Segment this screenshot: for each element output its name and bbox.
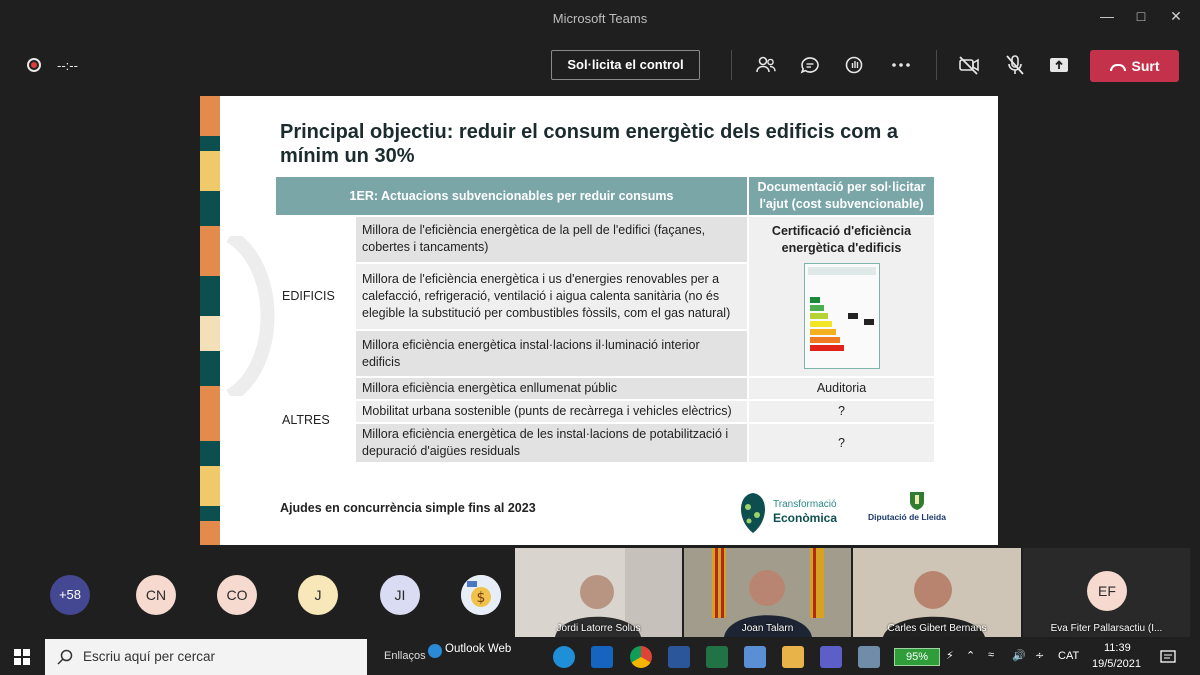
- slide-decorative-stripe: [200, 96, 220, 545]
- minimize-icon[interactable]: —: [1100, 8, 1114, 24]
- logo-diputacio-lleida: [868, 491, 968, 531]
- logo-diputacio-text: Diputació de Lleida: [868, 512, 946, 522]
- reactions-icon[interactable]: [843, 53, 867, 77]
- toolbar-divider: [731, 50, 732, 80]
- energy-certificate-image: [804, 263, 880, 369]
- share-screen-icon[interactable]: [1047, 53, 1071, 77]
- clock-time[interactable]: 11:39: [1104, 642, 1131, 654]
- action-cell: Millora eficiència energètica de les instal·lacions de potabilització i depuració d'aigües residuals: [356, 424, 747, 462]
- excel-app-icon[interactable]: [706, 646, 728, 668]
- doc-edificis-cell: [749, 217, 934, 376]
- slide-watermark-shape: [220, 236, 280, 396]
- input-language[interactable]: CAT: [1058, 650, 1080, 662]
- action-cell: Millora eficiència energètica instal·lacions il·luminació interior edificis: [356, 331, 747, 376]
- avatar[interactable]: J: [298, 575, 338, 615]
- more-options-icon[interactable]: [889, 53, 913, 77]
- battery-indicator[interactable]: 95%: [894, 648, 940, 666]
- action-cell: Mobilitat urbana sostenible (punts de recàrrega i vehicles elèctrics): [356, 401, 747, 422]
- participant-name: Eva Fiter Pallarsactiu (I...: [1050, 623, 1163, 634]
- logo-line-1: Transformació: [773, 499, 837, 510]
- wifi-icon[interactable]: ∻: [1035, 650, 1045, 662]
- edge-icon: [428, 644, 442, 658]
- network-icon[interactable]: ≈: [988, 649, 995, 661]
- shared-slide: [200, 96, 998, 545]
- action-cell: Millora de l'eficiència energètica i us d'energies renovables per a calefacció, refrigeració, ventilació i aigua calenta sanitària (no és elegible la substitució per combustibles fòssils, com el gas natural): [356, 264, 747, 329]
- table-row: [276, 424, 934, 462]
- participant-name: Carles Gibert Bernans: [887, 623, 987, 634]
- svg-text:$: $: [476, 590, 486, 606]
- logo-emblem-icon: [735, 491, 771, 535]
- doc-cell: ?: [749, 424, 934, 462]
- teams-app-icon[interactable]: [820, 646, 842, 668]
- windows-start-icon[interactable]: [14, 649, 30, 665]
- table-row: [276, 401, 934, 422]
- toolbar-divider: [936, 50, 937, 80]
- table-row: [276, 217, 934, 262]
- people-app-icon[interactable]: [744, 646, 766, 668]
- chat-icon[interactable]: [798, 53, 822, 77]
- search-placeholder: Escriu aquí per cercar: [83, 649, 216, 664]
- avatar-image[interactable]: [461, 575, 501, 615]
- slide-title: Principal objectiu: reduir el consum energètic dels edificis com a mínim un 30%: [280, 121, 898, 167]
- hang-up-icon: [1110, 64, 1126, 71]
- outlook-web-link[interactable]: Outlook Web: [445, 643, 512, 655]
- microphone-off-icon[interactable]: [1003, 53, 1027, 77]
- leave-button[interactable]: [1090, 50, 1179, 82]
- video-tile[interactable]: [515, 548, 682, 637]
- maximize-icon[interactable]: □: [1136, 8, 1146, 24]
- taskbar-search-box[interactable]: [45, 639, 367, 675]
- category-edificis: EDIFICIS: [276, 217, 354, 376]
- table-row: [276, 378, 934, 399]
- clock-date[interactable]: 19/5/2021: [1092, 658, 1141, 670]
- actions-table: [274, 175, 936, 464]
- request-control-button[interactable]: Sol·licita el control: [551, 50, 700, 80]
- header-documentation: Documentació per sol·licitar l'ajut (cost subvencionable): [749, 177, 934, 215]
- camera-off-icon[interactable]: [957, 53, 981, 77]
- windows-taskbar: [0, 639, 1200, 675]
- meeting-toolbar: [0, 36, 1200, 94]
- participant-name: Jordi Latorre Solus: [556, 623, 641, 634]
- word-app-icon[interactable]: [668, 646, 690, 668]
- footer-note: Ajudes en concurrència simple fins al 2023: [280, 501, 536, 515]
- meeting-timer: --:--: [57, 58, 78, 73]
- participants-icon[interactable]: [754, 53, 778, 77]
- doc-edificis-text: Certificació d'eficiència energètica d'edificis: [771, 224, 912, 255]
- video-tile[interactable]: [853, 548, 1021, 637]
- avatar[interactable]: CN: [136, 575, 176, 615]
- outlook-app-icon[interactable]: [591, 646, 613, 668]
- edge-app-icon[interactable]: [553, 646, 575, 668]
- window-title: Microsoft Teams: [552, 11, 648, 26]
- doc-cell: Auditoria: [749, 378, 934, 399]
- category-altres: ALTRES: [276, 378, 354, 462]
- show-hidden-icons-chevron-icon[interactable]: ⌃: [966, 650, 976, 662]
- action-cell: Millora eficiència energètica enllumenat públic: [356, 378, 747, 399]
- avatar: EF: [1087, 571, 1127, 611]
- coat-of-arms-icon: [909, 491, 925, 511]
- table-header-row: [276, 177, 934, 215]
- leave-label: Surt: [1131, 58, 1160, 74]
- power-icon[interactable]: ⚡: [946, 650, 954, 662]
- overflow-participants-badge[interactable]: +58: [50, 575, 90, 615]
- video-tile[interactable]: [684, 548, 851, 637]
- paint-app-icon[interactable]: [858, 646, 880, 668]
- avatar[interactable]: CO: [217, 575, 257, 615]
- recording-icon: [27, 58, 41, 72]
- search-icon: [57, 649, 73, 665]
- volume-icon[interactable]: 🔊: [1012, 650, 1026, 662]
- notifications-icon[interactable]: [1160, 649, 1176, 665]
- avatar[interactable]: JI: [380, 575, 420, 615]
- participant-name: Joan Talarn: [741, 623, 794, 634]
- logo-transformacio-economica: [735, 491, 850, 535]
- file-explorer-icon[interactable]: [782, 646, 804, 668]
- doc-cell: ?: [749, 401, 934, 422]
- title-bar: [0, 0, 1200, 36]
- close-icon[interactable]: ✕: [1170, 8, 1182, 24]
- chrome-app-icon[interactable]: [630, 646, 652, 668]
- video-tile[interactable]: [1023, 548, 1190, 637]
- header-actions: 1ER: Actuacions subvencionables per reduir consums: [276, 177, 747, 215]
- profile-picture-icon: [461, 575, 501, 615]
- toolbar-links-label[interactable]: Enllaços: [384, 650, 426, 662]
- action-cell: Millora de l'eficiència energètica de la pell de l'edifici (façanes, cobertes i tancaments): [356, 217, 747, 262]
- logo-line-2: Econòmica: [773, 511, 838, 525]
